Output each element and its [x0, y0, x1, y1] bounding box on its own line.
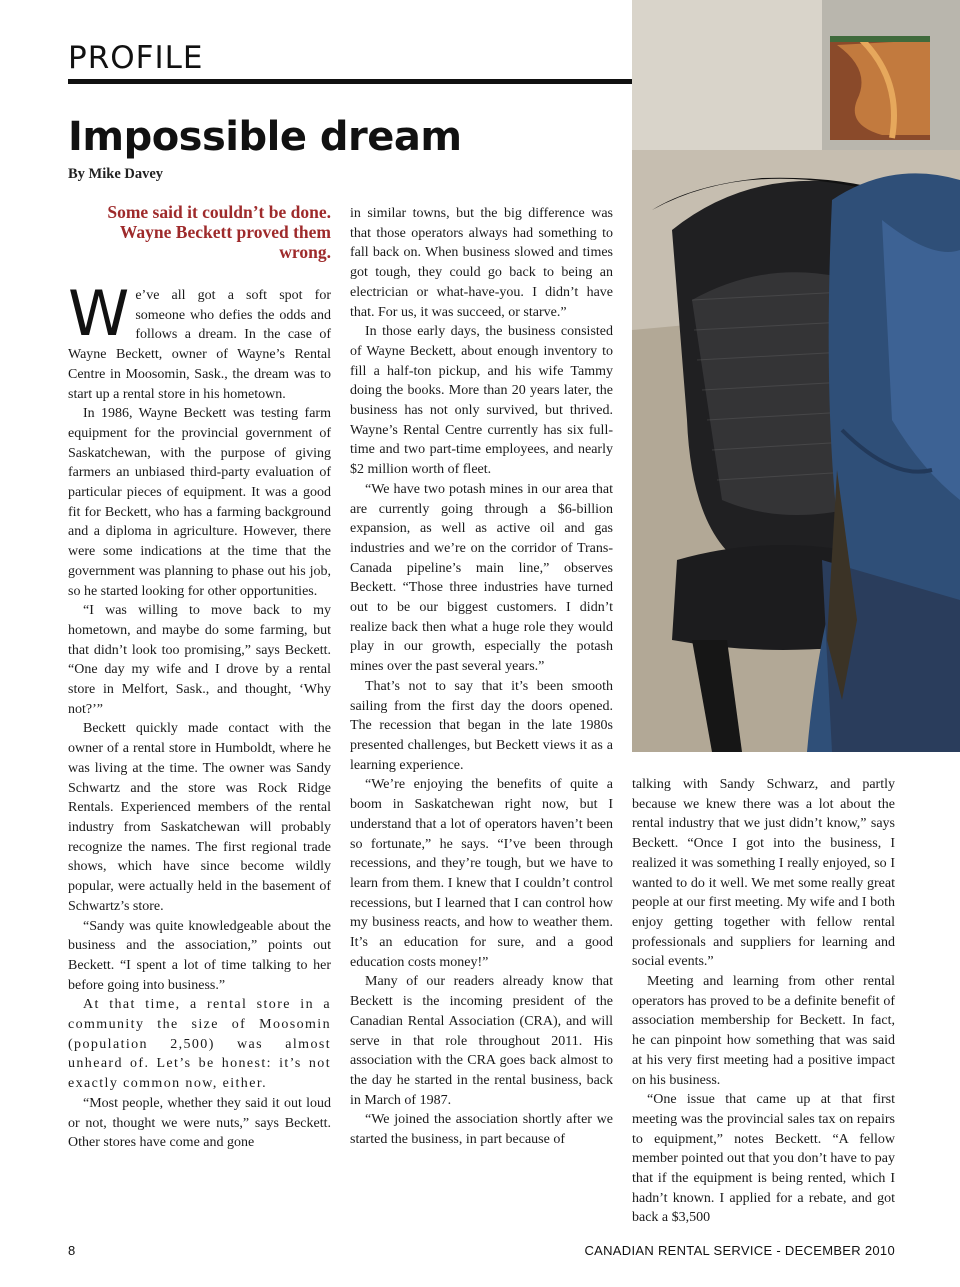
drop-cap: W — [68, 277, 130, 350]
photo-illustration — [632, 0, 960, 752]
column-3 — [632, 775, 895, 1228]
publication-footer: CANADIAN RENTAL SERVICE - DECEMBER 2010 — [584, 1243, 895, 1258]
paragraph-text: e’ve all got a soft spot for someone who defies the odds and follows a dream. In the case of Wayne Beckett, owner of Wayne’s Rental Centre in Moosomin, Sask., the dream was to start up a rental store in his hometown. — [68, 288, 331, 402]
article-paragraph: “We have two potash mines in our area that are currently going through a $6-billion expansion, as well as active oil and gas industries and we’re on the corridor of Trans-Canada pipeline’s main line,” observes Beckett. “Those three industries have turned out to be our biggest customers. I didn’t realize back then what a huge role they would play in our growth, especially the potash mines over the past several years.” — [350, 481, 613, 675]
article-photo — [632, 0, 960, 752]
article-paragraph: “Most people, whether they said it out loud or not, thought we were nuts,” says Beckett. Other stores have come and gone — [68, 1095, 331, 1151]
article-paragraph: “One issue that came up at that first meeting was the provincial sales tax on repairs to equipment,” notes Beckett. “A fellow member pointed out that you don’t have to pay that if the equipment is being rented, which I hadn’t known. I applied for a rebate, and got back a $3,500 — [632, 1092, 895, 1226]
deck-pull-quote: Some said it couldn’t be done. Wayne Beckett proved them wrong. — [107, 202, 331, 262]
article-paragraph: “We joined the association shortly after we started the business, in part because of — [350, 1112, 613, 1148]
article-paragraph: “We’re enjoying the benefits of quite a boom in Saskatchewan right now, but I understand that a lot of operators haven’t been so fortunate,” he says. “I’ve been through recessions, and they’re tough, but we have to learn from them. I knew that I couldn’t control recessions, but I learned that I can control how my business reacts, and how to weather them. It’s an education for sure, and a good education costs money!” — [350, 777, 613, 970]
article-paragraph: Many of our readers already know that Beckett is the incoming president of the Canadian Rental Association (CRA), and will serve in that role throughout 2011. His association with the CRA goes back almost to the day he started in the rental business, back in March of 1987. — [350, 974, 613, 1108]
article-paragraph: At that time, a rental store in a community the size of Moosomin (population 2,500) was almost unheard of. Let’s be honest: it’s not exactly common now, either. — [68, 997, 331, 1092]
byline: By Mike Davey — [68, 166, 164, 182]
section-label: PROFILE — [68, 40, 204, 76]
article-paragraph: Beckett quickly made contact with the owner of a rental store in Humboldt, where he was living at the time. The owner was Sandy Schwartz and the store was Rock Ridge Rentals. Experienced members of the rental industry from Saskatchewan will probably recognize the names. The first regional trade shows, which have since become wildly popular, were actually held in the basement of Schwartz’s store. — [68, 721, 331, 914]
article-headline: Impossible dream — [68, 114, 462, 160]
article-paragraph: In 1986, Wayne Beckett was testing farm equipment for the provincial government of Saskatchewan, with the purpose of giving farmers an unbiased third-party evaluation of particular pieces of equipment. It was a good fit for Beckett, who has a farming background and a diploma in agriculture. However, there were some indications at the time that the government was planning to phase out his job, so he started looking for other opportunities. — [68, 406, 331, 599]
page-number: 8 — [68, 1243, 76, 1258]
article-paragraph: “Sandy was quite knowledgeable about the business and the association,” points out Beckett. “I spent a lot of time talking to her before going into business.” — [68, 918, 331, 993]
column-2 — [350, 204, 613, 1150]
article-paragraph: In those early days, the business consisted of Wayne Beckett, about enough inventory to fill a half-ton pickup, and his wife Tammy doing the books. More than 20 years later, the business has not only survived, but thrived. Wayne’s Rental Centre currently has six full-time and two part-time employees, and nearly $2 million worth of fleet. — [350, 324, 613, 478]
article-paragraph: That’s not to say that it’s been smooth sailing from the first day the doors opened. The recession that began in the late 1980s presented challenges, but Beckett views it as a learning experience. — [350, 678, 613, 773]
article-paragraph: talking with Sandy Schwarz, and partly because we knew there was a lot about the rental industry that we just didn’t know,” says Beckett. “Once I got into the business, I realized it was something I really enjoyed, so I wanted to do it well. We met some really great people at our first meeting. My wife and I both enjoy getting together with fellow rental professionals and suppliers for learning and social events.” — [632, 777, 895, 970]
article-paragraph: Meeting and learning from other rental operators has proved to be a definite benefit of association membership for Beckett. In fact, he can pinpoint how something that was said at his very first meeting had a positive impact on his business. — [632, 974, 895, 1088]
article-paragraph: in similar towns, but the big difference was that those operators always had something to fall back on. When business slowed and times got tough, they could go back to being an electrician or what-have-you. I didn’t have that. For us, it was succeed, or starve.” — [350, 206, 613, 320]
column-1 — [68, 202, 331, 1153]
section-rule — [68, 79, 632, 84]
article-paragraph: “I was willing to move back to my hometown, and maybe do some farming, but that didn’t look too promising,” says Beckett. “One day my wife and I drove by a rental store in Melfort, Sask., and thought, ‘Why not?’” — [68, 603, 331, 717]
article-paragraph — [68, 277, 331, 404]
